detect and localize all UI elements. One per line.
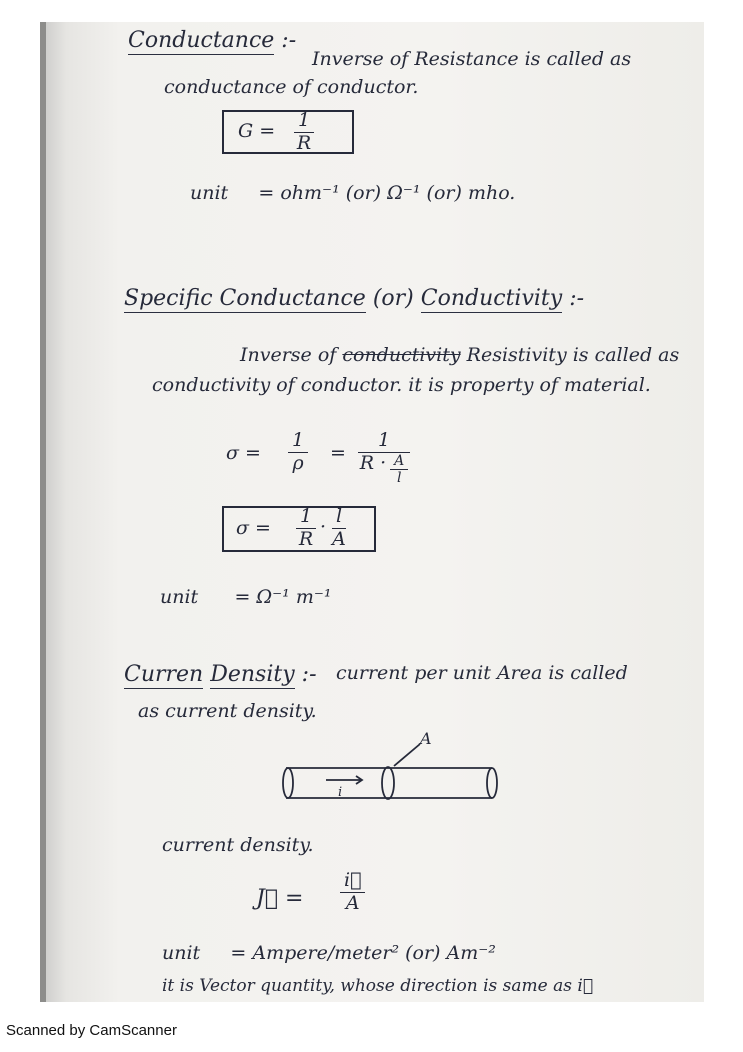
conductivity-eq1-equals: =: [330, 442, 346, 464]
conductance-formula-denominator: R: [296, 131, 312, 154]
notebook-page: [40, 22, 704, 1002]
conductance-formula-numerator: 1: [294, 110, 314, 133]
conductivity-eq1-numerator-1: 1: [288, 430, 308, 453]
conductivity-text-2: conductivity of conductor. it is property of material.: [152, 374, 651, 396]
conductivity-eq1-denominator-2: [360, 453, 409, 486]
conductivity-formula-box: [222, 506, 376, 552]
conductivity-text-1b: Resistivity is called as: [466, 344, 680, 366]
conductivity-box-fraction-2: [332, 506, 346, 551]
conductance-formula-fraction: [294, 110, 314, 155]
conductivity-eq1-denominator-2a: R ·: [359, 451, 387, 474]
conductivity-eq1-lhs: σ =: [226, 442, 261, 464]
conductance-formula-lhs: G =: [238, 120, 276, 142]
conductivity-box-numerator-2: l: [332, 506, 346, 529]
conductivity-eq1-numerator-2: 1: [358, 430, 410, 453]
density-formula-fraction: [340, 870, 365, 915]
conductivity-eq1-denominator-1: ρ: [292, 451, 304, 474]
conductivity-eq1-sub-denominator: l: [396, 469, 402, 486]
scanner-footer: Scanned by CamScanner: [6, 1022, 177, 1039]
conductance-formula-box: [222, 110, 354, 154]
conductivity-unit-row: [160, 586, 332, 608]
density-text-2: as current density.: [138, 700, 317, 722]
density-formula-numerator: i⃗: [340, 870, 365, 893]
density-unit-row: [162, 942, 496, 964]
conductivity-eq1-fraction-1: [288, 430, 308, 475]
density-last-line: it is Vector quantity, whose direction is same as i⃗: [162, 976, 594, 996]
conductivity-box-denominator-1: R: [298, 527, 314, 550]
conductivity-box-fraction-1: [296, 506, 316, 551]
conductivity-heading-separator: :-: [569, 286, 585, 311]
density-heading-curren: Curren: [124, 662, 204, 687]
density-label: current density.: [162, 834, 314, 856]
density-formula-lhs: J⃗ =: [256, 886, 304, 911]
conductivity-unit-label: unit: [160, 586, 199, 608]
density-formula-denominator: A: [345, 891, 360, 914]
conductance-unit-value: = ohm⁻¹ (or) Ω⁻¹ (or) mho.: [258, 182, 516, 204]
conductivity-heading-row: [124, 286, 584, 311]
conductivity-eq1-sub-fraction: [390, 453, 408, 486]
conductivity-text-1a: Inverse of: [240, 344, 337, 366]
conductivity-text-1: [240, 344, 679, 366]
conductivity-eq1-fraction-2: [358, 430, 410, 486]
conductance-unit-row: [190, 182, 515, 204]
conductivity-heading-conductivity: Conductivity: [420, 286, 563, 311]
density-text-1: current per unit Area is called: [336, 662, 628, 684]
conductance-heading: Conductance: [128, 28, 275, 53]
density-heading-density: Density: [210, 662, 295, 687]
conductance-unit-label: unit: [190, 182, 229, 204]
diagram-current-label: i: [338, 785, 343, 800]
conductance-heading-separator: :-: [281, 28, 297, 53]
conductance-heading-row: [128, 28, 296, 53]
density-unit-label: unit: [162, 942, 201, 964]
diagram-area-label: A: [420, 730, 432, 748]
conductance-text-1: Inverse of Resistance is called as: [312, 48, 632, 70]
conductivity-heading-specific: Specific Conductance: [124, 286, 366, 311]
conductivity-box-lhs: σ =: [236, 517, 271, 539]
conductor-diagram: [270, 730, 530, 810]
density-heading-separator: :-: [301, 662, 317, 687]
density-heading-row: [124, 662, 317, 687]
conductivity-box-numerator-1: 1: [296, 506, 316, 529]
conductivity-eq1-sub-numerator: A: [390, 453, 408, 470]
conductivity-box-dot: ·: [320, 516, 327, 538]
conductivity-unit-value: = Ω⁻¹ m⁻¹: [234, 586, 332, 608]
density-unit-value: = Ampere/meter² (or) Am⁻²: [230, 942, 496, 964]
conductivity-box-denominator-2: A: [332, 527, 346, 550]
conductivity-heading-or: (or): [372, 286, 414, 311]
conductivity-struck-word: conductivity: [342, 344, 461, 366]
conductance-text-2: conductance of conductor.: [164, 76, 419, 98]
